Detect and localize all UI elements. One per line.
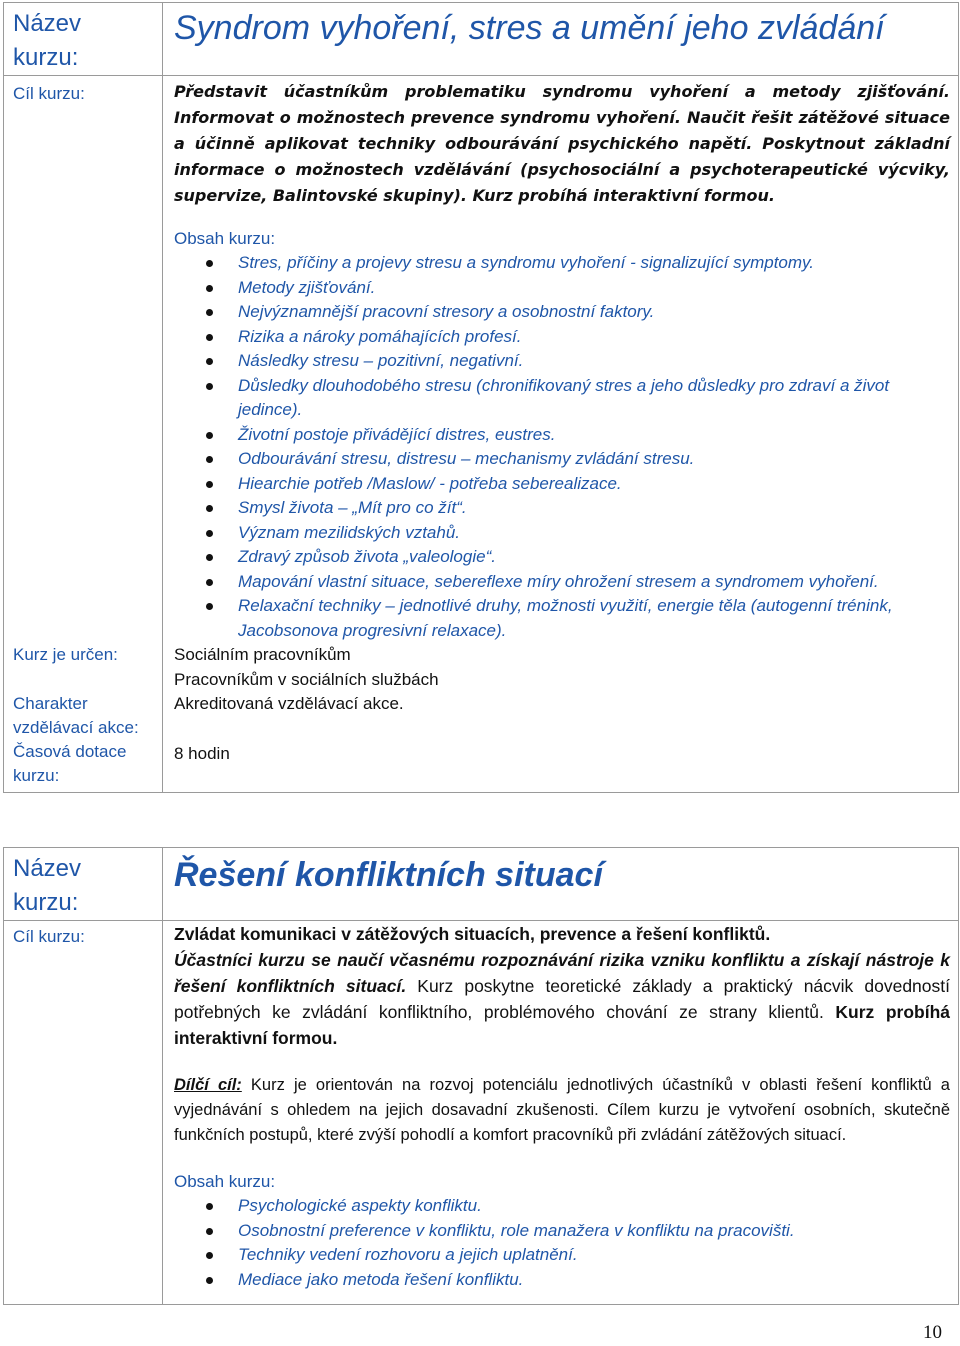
- content-item-text: Mapování vlastní situace, sebereflexe míry ohrožení stresem a syndromem vyhoření.: [238, 571, 879, 591]
- bullet-icon: [206, 432, 213, 439]
- bullet-icon: [206, 334, 213, 341]
- content-item-text: Stres, příčiny a projevy stresu a syndromu vyhoření - signalizující symptomy.: [238, 253, 814, 272]
- page-number: 10: [923, 1322, 942, 1343]
- content-item: [174, 300, 950, 325]
- character-label: Charakter vzdělávací akce:: [13, 694, 139, 737]
- content-item-text: Rizika a nároky pomáhajících profesí.: [238, 326, 522, 346]
- goal-plain: Kurz poskytne teoretické základy a praktický nácvik dovedností potřebných ke zvládání konfliktního, problémového chování ze strany klientů.: [174, 976, 950, 1022]
- content-list: [174, 251, 950, 643]
- content-item: [174, 325, 950, 350]
- character-value: Akreditovaná vzdělávací akce.: [174, 694, 404, 713]
- course-title: Řešení konfliktních situací: [174, 856, 603, 894]
- content-item: [174, 472, 950, 497]
- content-item-text: Životní postoje přivádějící distres, eustres.: [238, 424, 556, 444]
- content-item-text: Následky stresu – pozitivní, negativní.: [238, 351, 524, 370]
- bullet-icon: [206, 358, 213, 365]
- bullet-icon: [206, 383, 213, 390]
- content-item-text: Důsledky dlouhodobého stresu (chronifikovaný stres a jeho důsledky pro zdraví a život jedince).: [238, 375, 890, 419]
- content-item: [174, 521, 950, 546]
- bullet-icon: [206, 285, 213, 292]
- content-item: [174, 1268, 950, 1293]
- content-item-text: Osobnostní preference v konfliktu, role manažera v konfliktu na pracovišti.: [238, 1220, 795, 1240]
- subgoal: [174, 1073, 950, 1148]
- audience-line: Sociálním pracovníkům: [174, 645, 351, 664]
- content-item: [174, 374, 950, 423]
- course-title: Syndrom vyhoření, stres a umění jeho zvládání: [174, 9, 885, 47]
- content-item-text: Hiearchie potřeb /Maslow/ - potřeba seberealizace.: [238, 473, 622, 493]
- content-item-text: Odbourávání stresu, distresu – mechanismy zvládání stresu.: [238, 449, 695, 468]
- content-item-text: Relaxační techniky – jednotlivé druhy, možnosti využití, energie těla (autogenní trénink, Jacobsonova progresivní relaxace).: [238, 596, 893, 640]
- content-item-text: Zdravý způsob života „valeologie“.: [238, 547, 496, 566]
- course-table-burnout: [3, 2, 959, 793]
- bullet-icon: [206, 530, 213, 537]
- content-item: [174, 1243, 950, 1268]
- bullet-icon: [206, 603, 213, 610]
- goal-bold-2: Účastníci kurzu se naučí včasnému rozpoznávání rizika vzniku konfliktu a získají nástroje k řešení konfliktních situací.: [174, 950, 950, 996]
- bullet-icon: [206, 1203, 213, 1210]
- course-goal-label: Cíl kurzu:: [13, 927, 85, 946]
- content-item: [174, 570, 950, 595]
- bullet-icon: [206, 1228, 213, 1235]
- bullet-icon: [206, 309, 213, 316]
- content-heading: Obsah kurzu:: [174, 1172, 276, 1191]
- audience-line: Pracovníkům v sociálních službách: [174, 669, 439, 689]
- content-item: [174, 423, 950, 448]
- content-item-text: Psychologické aspekty konfliktu.: [238, 1196, 482, 1215]
- content-heading: Obsah kurzu:: [174, 229, 276, 248]
- content-item: [174, 276, 950, 301]
- bullet-icon: [206, 1277, 213, 1284]
- content-item: [174, 447, 950, 472]
- course-name-label: Název kurzu:: [13, 10, 82, 71]
- content-item-text: Techniky vedení rozhovoru a jejich uplatnění.: [238, 1245, 578, 1264]
- audience-label: Kurz je určen:: [13, 645, 118, 664]
- subgoal-label: Dílčí cíl:: [174, 1076, 242, 1094]
- goal-bold-1: Zvládat komunikaci v zátěžových situacích, prevence a řešení konfliktů.: [174, 924, 771, 944]
- course-goal-text: [174, 947, 950, 1051]
- content-item-text: Metody zjišťování.: [238, 277, 376, 297]
- content-item: [174, 1219, 950, 1244]
- content-list: [174, 1194, 950, 1292]
- goal-bold-3: Kurz probíhá interaktivní formou.: [174, 1002, 950, 1048]
- bullet-icon: [206, 554, 213, 561]
- course-name-label: Název kurzu:: [13, 855, 82, 916]
- content-item-text: Mediace jako metoda řešení konfliktu.: [238, 1269, 524, 1289]
- course-goal-label: Cíl kurzu:: [13, 84, 85, 103]
- content-item-text: Nejvýznamnější pracovní stresory a osobnostní faktory.: [238, 302, 655, 321]
- content-item-text: Význam mezilidských vztahů.: [238, 522, 461, 542]
- bullet-icon: [206, 481, 213, 488]
- bullet-icon: [206, 1252, 213, 1259]
- bullet-icon: [206, 260, 213, 267]
- content-item: [174, 251, 950, 276]
- bullet-icon: [206, 505, 213, 512]
- bullet-icon: [206, 579, 213, 586]
- content-item: [174, 1194, 950, 1219]
- duration-label: Časová dotace kurzu:: [13, 742, 127, 785]
- content-item: [174, 496, 950, 521]
- content-item: [174, 545, 950, 570]
- content-item: [174, 349, 950, 374]
- course-goal-text: Představit účastníkům problematiku syndromu vyhoření a metody zjišťování. Informovat o možnostech prevence syndromu vyhoření. Naučit řešit zátěžové situace a účinně aplikovat techniky odbourávání psychického napětí. Poskytnout základní informace o možnostech vzdělávání (psychosociální a psychoterapeutické výcviky, supervize, Balintovské skupiny). Kurz probíhá interaktivní formou.: [174, 82, 950, 205]
- subgoal-text: Kurz je orientován na rozvoj potenciálu jednotlivých účastníků v oblasti řešení konfliktů a vyjednávání s ohledem na jejich dosavadní zkušenosti. Cílem kurzu je vytvoření osobních, skutečně funkčních postupů, které zvýší pohodlí a komfort pracovníků při zvládání zátěžových situací.: [174, 1076, 950, 1144]
- content-item-text: Smysl života – „Mít pro co žít“.: [238, 498, 467, 517]
- bullet-icon: [206, 456, 213, 463]
- course-table-conflict: [3, 847, 959, 1305]
- content-item: [174, 594, 950, 643]
- duration-value: 8 hodin: [174, 744, 230, 763]
